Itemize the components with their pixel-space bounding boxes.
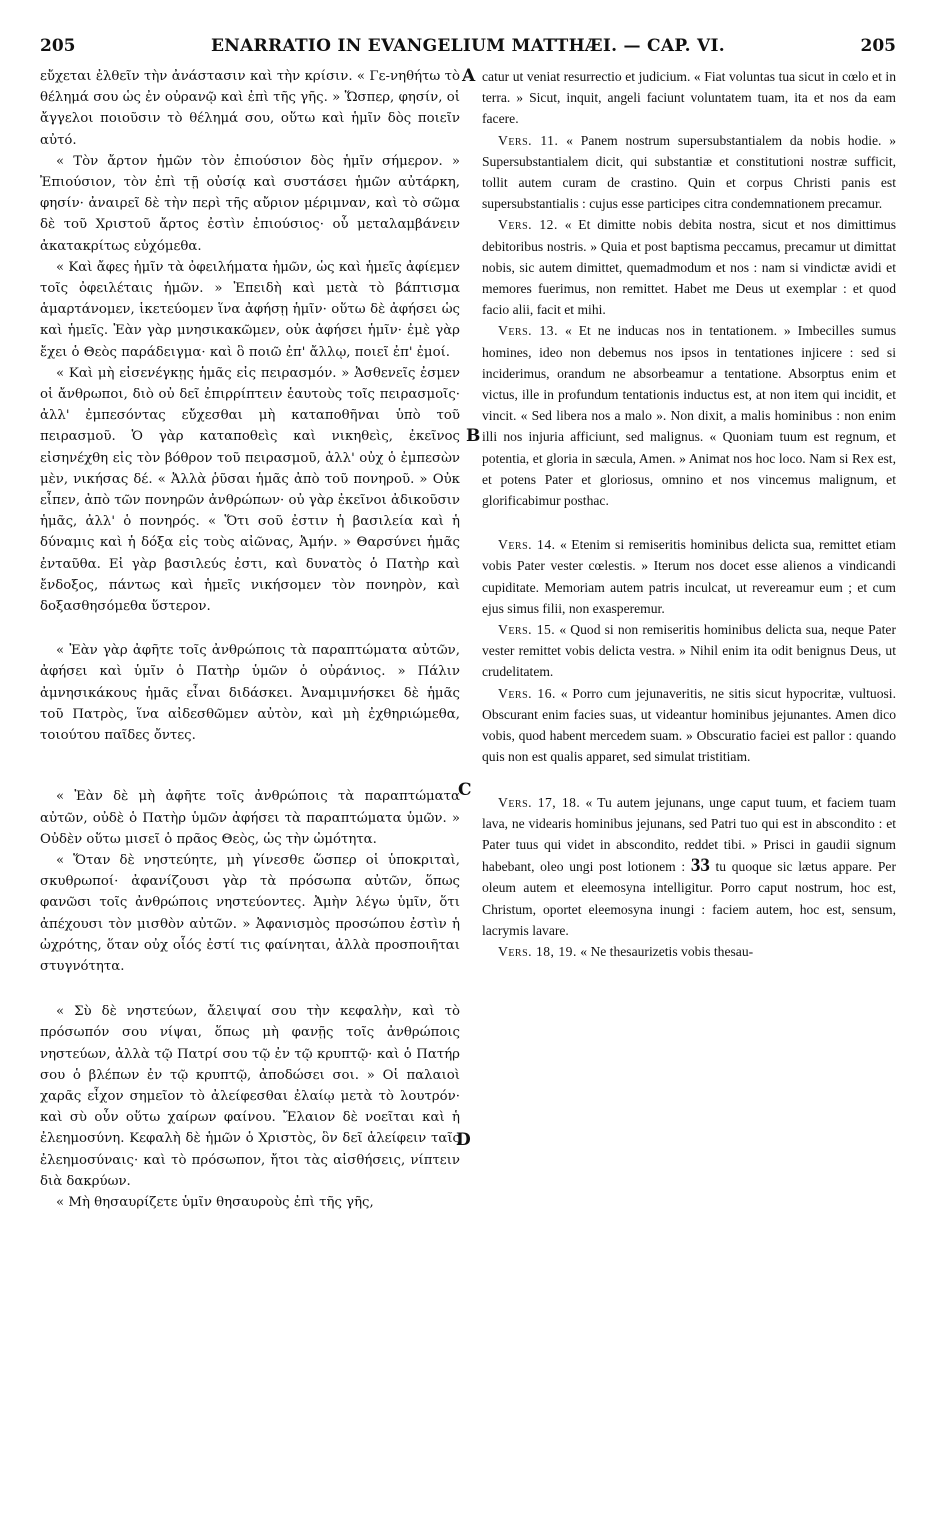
verse-label: Vers. 13. (498, 323, 559, 339)
latin-text: « Et dimitte nobis debita nostra, sicut et nos dimittimus debitoribus nostris. » Quia et post baptisma peccamus, precamur ut dimittat nobis, sic autem dimittet, quemadmodum et nos : nam si vindictæ avidi et memores fuerimus, non remittet. Habet me Deus ut exemplar : et quod facio alii, facit et mihi. (482, 217, 896, 318)
latin-text: « Ne thesaurizetis vobis thesau- (576, 943, 754, 959)
greek-paragraph: εὔχεται ἐλθεῖν τὴν ἀνάστασιν καὶ τὴν κρίσιν. « Γε-νηθήτω τὸ θέλημά σου ὡς ἐν οὐρανῷ καὶ ἐπὶ τῆς γῆς. » Ὥσπερ, φησίν, οἱ ἄγγελοι ποιοῦσιν τὸ θέλημά σου, οὕτω καὶ ἡμῖν δὸς ποιεῖν αὐτό. (40, 69, 460, 148)
margin-marker-b: B (466, 426, 481, 446)
running-header (40, 36, 896, 58)
page-number-left: 205 (40, 36, 76, 56)
latin-paragraph (482, 792, 896, 941)
latin-paragraph (482, 130, 896, 215)
latin-paragraph (482, 534, 896, 619)
page-number-right: 205 (860, 36, 896, 56)
margin-marker-d: D (456, 1130, 471, 1150)
latin-paragraph (482, 619, 896, 683)
latin-text: « Porro cum jejunaveritis, ne sitis sicut hypocritæ, vultuosi. Obscurant enim facies suas, ut videantur hominibus jejunantes. Amen dico vobis, quod habent mercedem suam. » Obscuratio faciei est pallor : quando quis non est qualis apparet, sed simulat tristitiam. (482, 685, 896, 765)
verse-label: Vers. 18, 19. (498, 943, 577, 959)
latin-text: « Etenim si remiseritis hominibus delicta sua, remittet etiam vobis Pater vester cœlestis. » Iterum nos docet esse alienos a vindicandi cupiditate. Memoriam autem patris inculcat, ut revereamur eum ; et cum ejus simus filii, non exasperemur. (482, 537, 896, 616)
greek-paragraph: « Καὶ ἄφες ἡμῖν τὰ ὀφειλήματα ἡμῶν, ὡς καὶ ἡμεῖς ἀφίεμεν τοῖς ὀφειλέταις ἡμῶν. » Ἐπειδὴ καὶ μετὰ τὸ βάπτισμα ἁμαρτάνομεν, ἱκετεύομεν ἵνα ἀφήσῃ ἡμῖν· οὕτω δὲ ἀφήσει ὡς καὶ ἡμεῖς. Ἐὰν γὰρ μνησικακῶμεν, οὐκ ἀφήσει ἡμῖν· ἐμὲ γὰρ ἔχει ὁ Θεὸς παράδειγμα· καὶ ὃ ποιῶ ἐπ' ἄλλῳ, ποιεῖ ἐπ' ἐμοί. (40, 259, 460, 360)
column-number: 33 (690, 855, 710, 877)
verse-label: Vers. 15. (498, 622, 556, 638)
verse-label: Vers. 11. (498, 132, 559, 148)
greek-paragraph: « Ὅταν δὲ νηστεύητε, μὴ γίνεσθε ὥσπερ οἱ ὑποκριταὶ, σκυθρωποί· ἀφανίζουσι γὰρ τὰ πρόσωπα αὐτῶν, ὅπως φανῶσι τοῖς ἀνθρώποις νηστεύοντες. Ἀμὴν λέγω ὑμῖν, ὅτι ἀπέχουσι τὸν μισθὸν αὐτῶν. » Ἀφανισμὸς προσώπου ἐστὶν ἡ ὠχρότης, ὅταν οὐχ οἷός ἐστί τις φαίνηται, ἀλλὰ προσποιῆται στυγνότητα. (40, 852, 460, 974)
latin-text: « Tu autem jejunans, unge caput tuum, et faciem tuam lava, ne videaris hominibus jejunans, sed Patri tuo qui est in abscondito : et Pater tuus qui videt in abscondito, reddet tibi. » Prisci in gaudii signum habebant, oleo ungi post lotionem : (482, 794, 896, 875)
latin-paragraph (482, 320, 896, 511)
verse-label: Vers. 14. (498, 537, 556, 553)
latin-paragraph (482, 214, 896, 320)
latin-paragraph (482, 683, 896, 768)
latin-text: « Quod si non remiseritis hominibus delicta sua, neque Pater vester remittet vobis delicta vestra. » Nihil enim ita odit benignus Deus, ut crudelitatem. (482, 622, 896, 680)
latin-text: « Panem nostrum supersubstantialem da nobis hodie. » Supersubstantialem dicit, qui substantiæ et constitutioni nostræ sufficit, tollit autem curam de crastino. Quin et corpus Christi panis est supersubstantialis : cujus esse participes citra condemnationem precamur. (482, 132, 897, 212)
greek-paragraph: « Ἐὰν δὲ μὴ ἀφῆτε τοῖς ἀνθρώποις τὰ παραπτώματα αὐτῶν, οὐδὲ ὁ Πατὴρ ὑμῶν ἀφήσει τὰ παραπτώματα ὑμῶν. » Οὐδὲν οὕτω μισεῖ ὁ πρᾶος Θεὸς, ὡς τὴν ὠμότητα. (40, 789, 460, 847)
latin-text: « Et ne inducas nos in tentationem. » Imbecilles sumus homines, ideo non debemus nos ipsos in tentationes injicere : sed si inciderimus, orandum ne absorbeamur a tentatione. Absorptus enim et victus, ille in profundum tentationis inductus est, at non item qui incidit, et vincit. « Sed libera nos a malo ». Non dixit, a malis hominibus : non enim illi nos injuria afficiunt, sed malignus. « Quoniam tuum est regnum, et potentia, et gloria in sæcula, Amen. » Animat nos hoc loco. Nam si Rex est, et potens Pater et gloriosus, omnino et nos vincemus malignum, et glorificabimur posthac. (482, 323, 896, 509)
greek-paragraph: « Ἐὰν γὰρ ἀφῆτε τοῖς ἀνθρώποις τὰ παραπτώματα αὐτῶν, ἀφήσει καὶ ὑμῖν ὁ Πατὴρ ὑμῶν ὁ οὐράνιος. » Πάλιν ἀμνησικάκους ἡμᾶς εἶναι διδάσκει. Ἀναμιμνήσκει δὲ ἡμᾶς τοῦ Πατρὸς, ἵνα αἰδεσθῶμεν αὐτὸν, καὶ μὴ ἐχθηριώμεθα, τοιούτου παῖδες ὄντες. (40, 643, 460, 744)
latin-text: catur ut veniat resurrectio et judicium. « Fiat voluntas tua sicut in cœlo et in terra. » Sicut, inquit, angeli faciunt voluntatem tuam, ita et nos da eam facere. (482, 69, 896, 127)
latin-paragraph (482, 66, 896, 130)
verse-label: Vers. 12. (498, 217, 558, 233)
greek-paragraph: « Τὸν ἄρτον ἡμῶν τὸν ἐπιούσιον δὸς ἡμῖν σήμερον. » Ἐπιούσιον, τὸν ἐπὶ τῇ οὐσίᾳ καὶ συστάσει ἡμῶν αὐτάρκη, φησίν· ἀναιρεῖ δὲ τὴν περὶ τῆς αὔριον μέριμναν, καὶ τὸ σῶμα δὲ τοῦ Χριστοῦ ἄρτος ἐστὶν ἐπιούσιος· οὗ μεταλαμβάνειν ἀκατακρίτως εὐχόμεθα. (40, 153, 460, 254)
running-title: ENARRATIO IN EVANGELIUM MATTHÆI. — CAP. VI. (210, 36, 726, 56)
greek-paragraph: « Μὴ θησαυρίζετε ὑμῖν θησαυροὺς ἐπὶ τῆς γῆς, (56, 1194, 374, 1210)
margin-marker-c: C (458, 780, 472, 800)
verse-label: Vers. 16. (498, 685, 556, 701)
margin-marker-a: A (462, 66, 476, 86)
greek-paragraph: « Καὶ μὴ εἰσενέγκῃς ἡμᾶς εἰς πειρασμόν. » Ἀσθενεῖς ἐσμεν οἱ ἄνθρωποι, διὸ οὐ δεῖ ἐπιρρίπτειν ἑαυτοὺς τοῖς πειρασμοῖς· ἀλλ' ἐμπεσόντας εὔχεσθαι μὴ καταποθῆναι ὑπὸ τοῦ πειρασμοῦ. Ὁ γὰρ καταποθεὶς καὶ νικηθεὶς, ἐκεῖνος εἰσηνέχθη εἰς τὸν βόθρον τοῦ πειρασμοῦ, ἀλλ' οὐχ ὁ ἐμπεσὼν μὲν, νικήσας δέ. « Ἀλλὰ ῥῦσαι ἡμᾶς ἀπὸ τοῦ πονηροῦ. » Οὐκ εἶπεν, ἀπὸ τῶν πονηρῶν ἀνθρώπων· οὐ γὰρ ἐκεῖνοι ἀδικοῦσιν ἡμᾶς, ἀλλ' ὁ πονηρός. « Ὅτι σοῦ ἐστιν ἡ βασιλεία καὶ ἡ δύναμις καὶ ἡ δόξα εἰς τοὺς αἰῶνας, Ἀμήν. » Θαρσύνει ἡμᾶς ἐνταῦθα. Εἰ γὰρ βασιλεύς ἐστι, καὶ δυνατὸς ὁ Πατὴρ καὶ ἔνδοξος, πάντως καὶ ἡμεῖς νικήσομεν τὸν πονηρὸν, καὶ δοξασθησόμεθα ὕστερον. (40, 365, 460, 615)
greek-paragraph: « Σὺ δὲ νηστεύων, ἄλειψαί σου τὴν κεφαλὴν, καὶ τὸ πρόσωπόν σου νίψαι, ὅπως μὴ φανῇς τοῖς ἀνθρώποις νηστεύων, ἀλλὰ τῷ Πατρί σου τῷ ἐν τῷ κρυπτῷ· καὶ ὁ Πατήρ σου ὁ βλέπων ἐν τῷ κρυπτῷ, ἀποδώσει σοι. » Οἱ παλαιοὶ χαρᾶς εἶχον σημεῖον τὸ ἀλείφεσθαι ἐλαίῳ μετὰ τὸ λουτρόν· καὶ σὺ οὖν οὕτω χαίρων φαίνου. Ἔλαιον δὲ νοεῖται καὶ ἡ ἐλεημοσύνη. Κεφαλὴ δὲ ἡμῶν ὁ Χριστὸς, ὃν δεῖ ἀλείφειν ταῖς ἐλεημοσύναις· καὶ τὸ πρόσωπον, ἤτοι τὰς αἰσθήσεις, νίπτειν διὰ δακρύων. (40, 1004, 460, 1189)
latin-text: tu quoque sic lætus appare. Per oleum autem et eleemosyna intelligitur. Porro caput nostrum, hoc est, Christum, oportet eleemosyna inungi : faciem autem, hoc est, sensum, lacrymis lavare. (482, 859, 896, 938)
verse-label: Vers. 17, 18. (498, 794, 581, 810)
latin-column (482, 66, 896, 962)
greek-column (40, 66, 460, 1213)
latin-paragraph (482, 941, 896, 962)
